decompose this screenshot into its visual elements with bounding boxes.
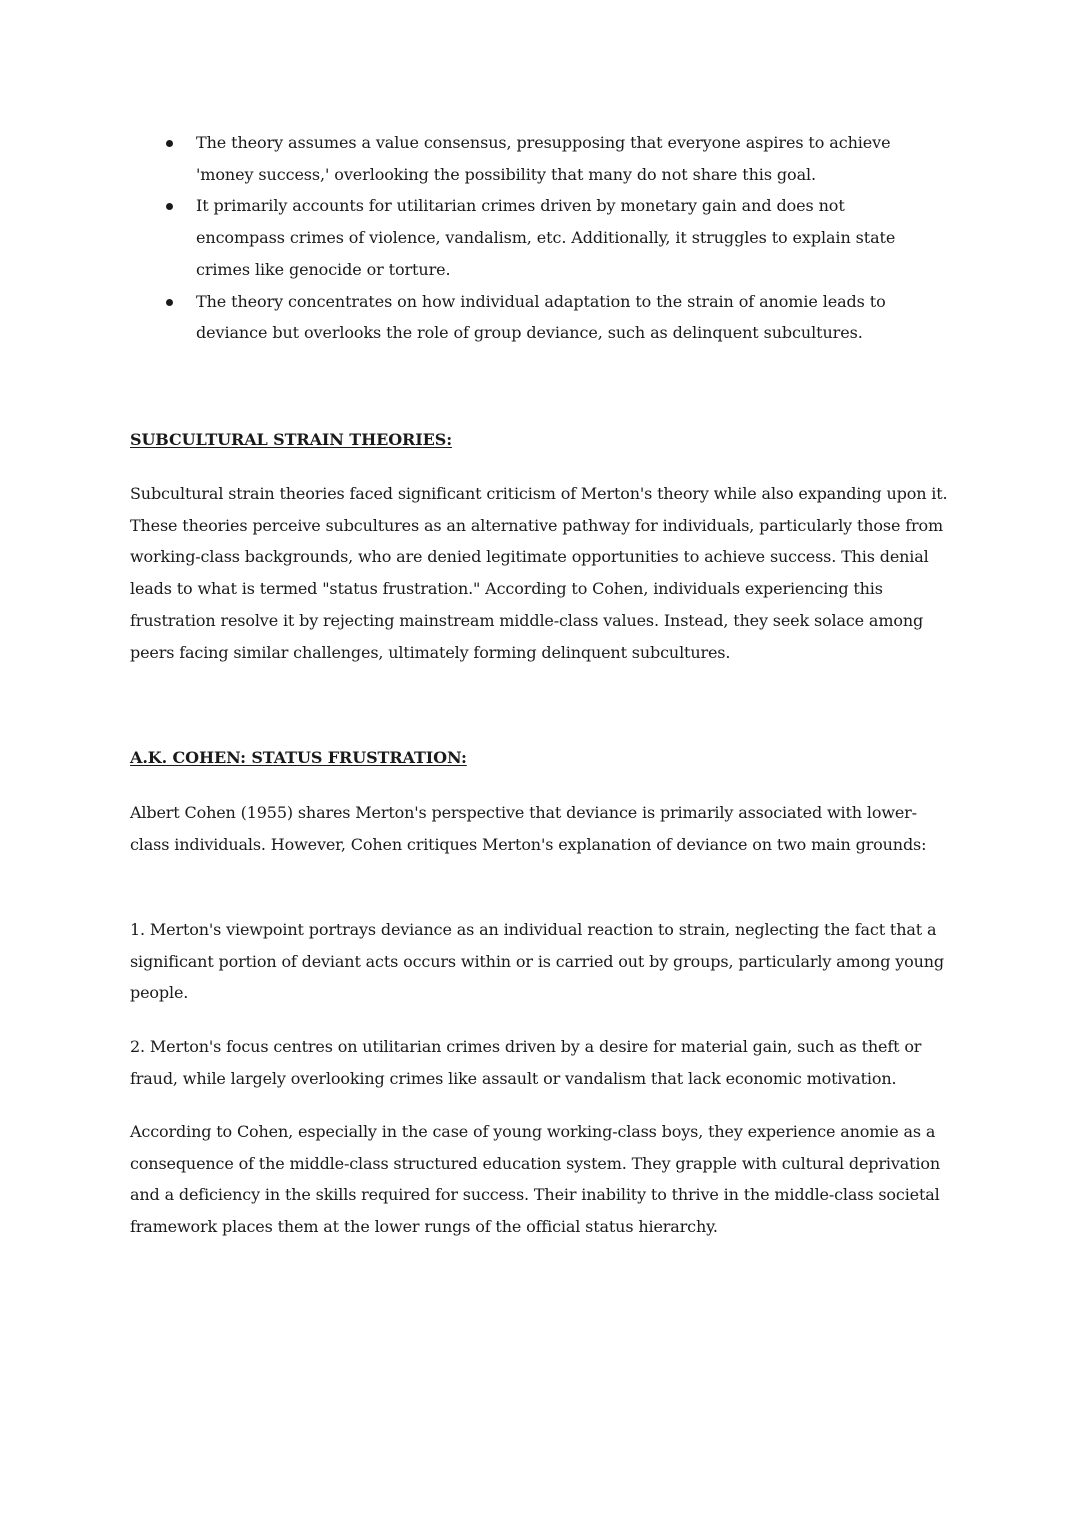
bullet-text: It primarily accounts for utilitarian crimes driven by monetary gain and does not encompass crimes of violence, vandalism, etc. Additionally, it struggles to explain state crimes like genocide or torture. xyxy=(196,196,896,279)
cohen-point-one: 1. Merton's viewpoint portrays deviance as an individual reaction to strain, neglecting the fact that a significant portion of deviant acts occurs within or is carried out by groups, particularly among young people. xyxy=(130,920,945,1003)
list-item xyxy=(130,190,930,285)
bullet-icon xyxy=(166,203,173,210)
cohen-conclusion-paragraph: According to Cohen, especially in the case of young working-class boys, they experience anomie as a consequence of the middle-class structured education system. They grapple with cultural deprivation and a deficiency in the skills required for success. Their inability to thrive in the middle-class societal framework places them at the lower rungs of the official status hierarchy. xyxy=(130,1122,940,1237)
section-heading-cohen-status-frustration: A.K. COHEN: STATUS FRUSTRATION: xyxy=(130,748,467,767)
cohen-intro-paragraph: Albert Cohen (1955) shares Merton's perspective that deviance is primarily associated with lower-class individuals. However, Cohen critiques Merton's explanation of deviance on two main grounds: xyxy=(130,803,927,854)
bullet-text: The theory assumes a value consensus, presupposing that everyone aspires to achieve 'money success,' overlooking the possibility that many do not share this goal. xyxy=(196,133,891,184)
list-item xyxy=(130,286,930,349)
section-heading-subcultural-strain: SUBCULTURAL STRAIN THEORIES: xyxy=(130,430,452,449)
bullet-icon xyxy=(166,140,173,147)
criticism-bullet-list xyxy=(130,127,930,349)
bullet-icon xyxy=(166,299,173,306)
list-item xyxy=(130,127,930,190)
cohen-point-two: 2. Merton's focus centres on utilitarian crimes driven by a desire for material gain, such as theft or fraud, while largely overlooking crimes like assault or vandalism that lack economic motivation. xyxy=(130,1037,922,1088)
bullet-text: The theory concentrates on how individual adaptation to the strain of anomie leads to deviance but overlooks the role of group deviance, such as delinquent subcultures. xyxy=(196,291,886,343)
subcultural-strain-paragraph: Subcultural strain theories faced significant criticism of Merton's theory while also expanding upon it. These theories perceive subcultures as an alternative pathway for individuals, particularly those from working-class backgrounds, who are denied legitimate opportunities to achieve success. This denial leads to what is termed "status frustration." According to Cohen, individuals experiencing this frustration resolve it by rejecting mainstream middle-class values. Instead, they seek solace among peers facing similar challenges, ultimately forming delinquent subcultures. xyxy=(130,484,948,662)
